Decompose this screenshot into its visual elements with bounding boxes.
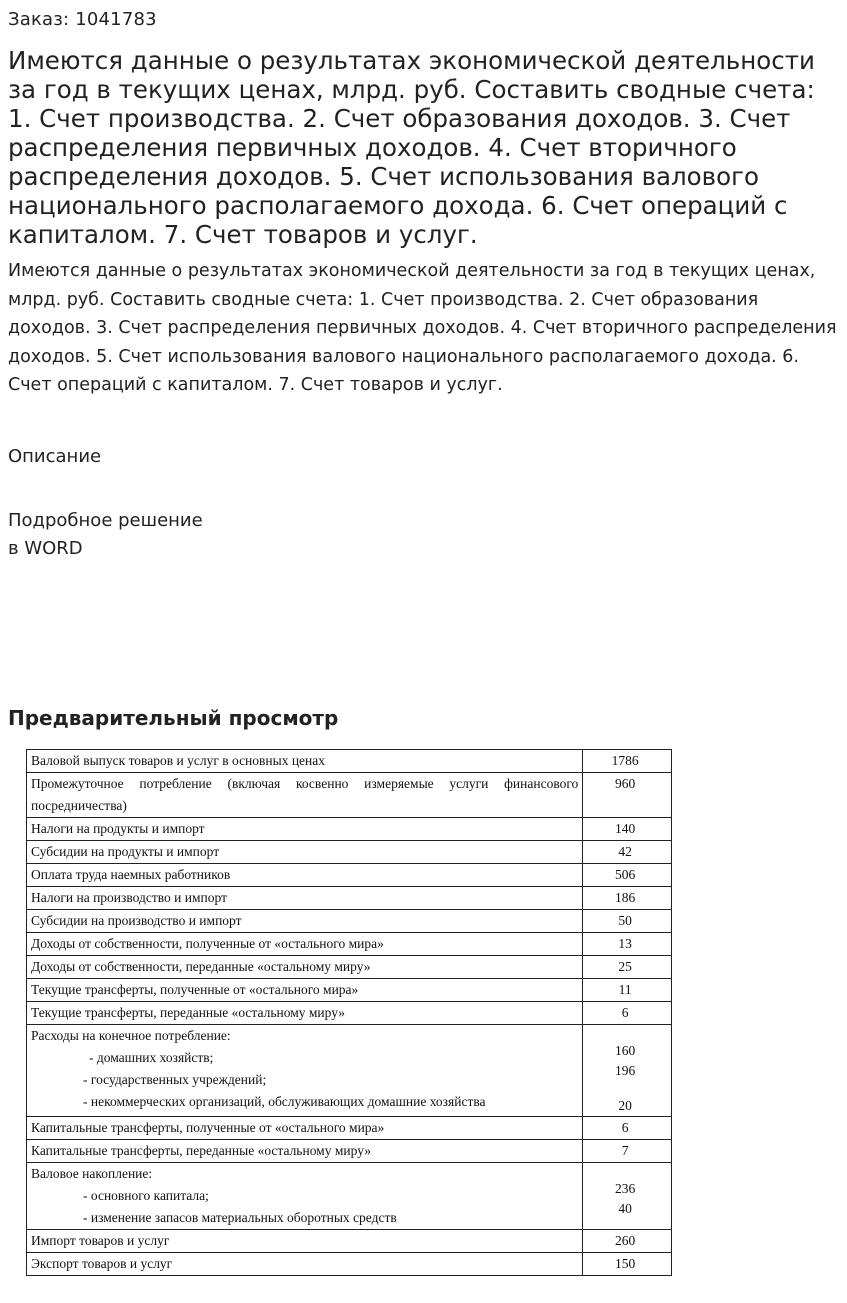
row-sublabel: - домашних хозяйств; [89, 1050, 214, 1065]
row-value: 11 [583, 979, 672, 1002]
row-value: 50 [583, 910, 672, 933]
row-label: Импорт товаров и услуг [27, 1230, 583, 1253]
table-row [27, 1253, 672, 1276]
row-value: 506 [583, 864, 672, 887]
solution-line-2: в WORD [8, 538, 83, 559]
table-row [27, 750, 672, 773]
page-title: Имеются данные о результатах экономической деятельности за год в текущих ценах, млрд. руб. Составить сводные счета: 1. Счет производства. 2. Счет образования доходов. 3. Счет распределения первичных доходов. 4. Счет вторичного распределения доходов. 5. Счет использования валового национального располагаемого дохода. 6. Счет операций с капиталом. 7. Счет товаров и услуг. [8, 46, 815, 249]
row-value: 13 [583, 933, 672, 956]
row-label: Валовое накопление: [31, 1166, 153, 1181]
table-row [27, 1025, 672, 1117]
row-value: 960 [583, 773, 672, 818]
row-value: 20 [618, 1098, 632, 1113]
description-label: Описание [8, 446, 102, 467]
row-value: 260 [583, 1230, 672, 1253]
row-value: 7 [583, 1140, 672, 1163]
row-value: 150 [583, 1253, 672, 1276]
row-sublabel: - некоммерческих организаций, обслуживающих домашние хозяйства [83, 1094, 486, 1109]
row-label: Субсидии на продукты и импорт [27, 841, 583, 864]
table-row [27, 864, 672, 887]
row-label: Текущие трансферты, полученные от «остального мира» [27, 979, 583, 1002]
table-row [27, 1230, 672, 1253]
solution-info [8, 507, 203, 563]
table-row [27, 887, 672, 910]
row-label: Субсидии на производство и импорт [27, 910, 583, 933]
row-label: Доходы от собственности, переданные «остальному миру» [27, 956, 583, 979]
row-label: Капитальные трансферты, переданные «остальному миру» [27, 1140, 583, 1163]
row-label: Налоги на продукты и импорт [27, 818, 583, 841]
row-label: Расходы на конечное потребление: [31, 1028, 231, 1043]
row-value: 160 [615, 1043, 636, 1058]
row-label: Капитальные трансферты, полученные от «остального мира» [27, 1117, 583, 1140]
row-value: 186 [583, 887, 672, 910]
table-row [27, 910, 672, 933]
row-value-group [583, 1163, 672, 1230]
table-row [27, 956, 672, 979]
row-label: Оплата труда наемных работников [27, 864, 583, 887]
row-value: 40 [618, 1201, 632, 1216]
row-sublabel: - изменение запасов материальных оборотных средств [83, 1210, 397, 1225]
description-text: Имеются данные о результатах экономической деятельности за год в текущих ценах, млрд. руб. Составить сводные счета: 1. Счет производства. 2. Счет образования доходов. 3. Счет распределения первичных доходов. 4. Счет вторичного распределения доходов. 5. Счет использования валового национального располагаемого дохода. 6. Счет операций с капиталом. 7. Счет товаров и услуг. [8, 261, 837, 396]
row-value-group [583, 1025, 672, 1117]
table-row [27, 933, 672, 956]
row-sublabel: - основного капитала; [83, 1188, 209, 1203]
solution-line-1: Подробное решение [8, 510, 203, 531]
table-row [27, 979, 672, 1002]
row-value: 25 [583, 956, 672, 979]
row-label: Налоги на производство и импорт [27, 887, 583, 910]
row-value: 236 [615, 1181, 636, 1196]
table-row [27, 841, 672, 864]
row-label-group [27, 1163, 583, 1230]
table-row [27, 1002, 672, 1025]
table-row [27, 1163, 672, 1230]
table-row [27, 1117, 672, 1140]
row-value: 1786 [583, 750, 672, 773]
row-label: Промежуточное потребление (включая косвенно измеряемые услуги финансового посредничества) [27, 773, 583, 818]
data-table [26, 749, 672, 1276]
row-value: 6 [583, 1117, 672, 1140]
row-value: 196 [615, 1063, 636, 1078]
row-value: 6 [583, 1002, 672, 1025]
row-label: Доходы от собственности, полученные от «остального мира» [27, 933, 583, 956]
row-label: Валовой выпуск товаров и услуг в основных ценах [27, 750, 583, 773]
row-sublabel: - государственных учреждений; [83, 1072, 267, 1087]
row-label: Текущие трансферты, переданные «остальному миру» [27, 1002, 583, 1025]
order-number: Заказ: 1041783 [8, 9, 157, 30]
row-value: 42 [583, 841, 672, 864]
row-label: Экспорт товаров и услуг [27, 1253, 583, 1276]
preview-heading: Предварительный просмотр [8, 706, 339, 730]
table-row [27, 773, 672, 818]
table-row [27, 1140, 672, 1163]
table-row [27, 818, 672, 841]
row-value: 140 [583, 818, 672, 841]
row-label-group [27, 1025, 583, 1117]
